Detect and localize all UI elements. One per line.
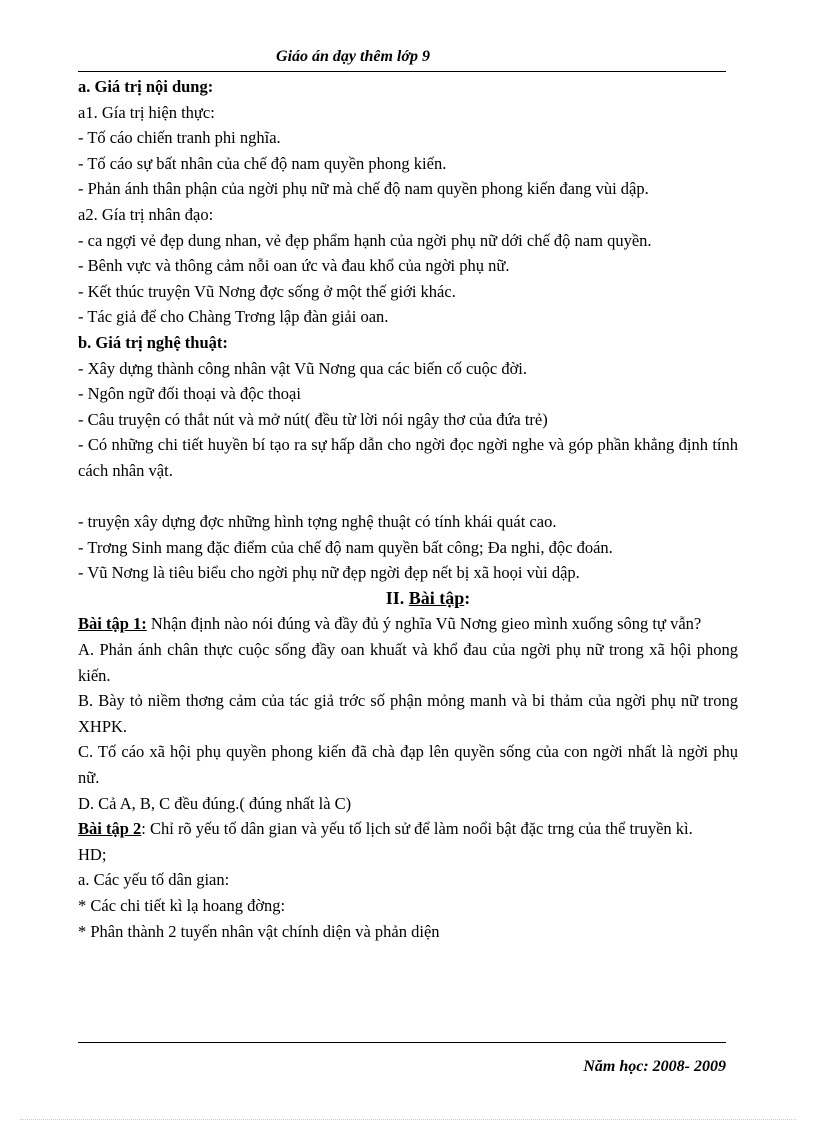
- a2-item: - Tác giả để cho Chàng Trơng lập đàn giải oan.: [78, 307, 389, 327]
- header-rule: [78, 71, 726, 72]
- page-edge: [20, 1119, 796, 1120]
- exercise-1-label: Bài tập 1:: [78, 614, 147, 634]
- a1-item: - Tố cáo sự bất nhân của chế độ nam quyền phong kiến.: [78, 153, 447, 173]
- exercise-2-line: * Các chi tiết kì lạ hoang đờng:: [78, 896, 286, 915]
- footer-rule: [78, 1042, 726, 1043]
- section-ii-title: Bài tập: [408, 587, 465, 608]
- a2-title: a2. Gía trị nhân đạo:: [78, 204, 214, 224]
- header-title: Giáo án dạy thêm lớp 9: [276, 48, 430, 65]
- section-ii-heading: [78, 586, 738, 612]
- exercise-1-question: Nhận định nào nói đúng và đầy đủ ý nghĩa Vũ Nơng gieo mình xuống sông tự vẫn?: [146, 614, 702, 634]
- exercise-1-option: D. Cả A, B, C đều đúng.( đúng nhất là C): [78, 793, 352, 813]
- exercise-1: [78, 611, 738, 637]
- section-ii-roman: II.: [385, 587, 405, 608]
- exercise-1-option: C. Tố cáo xã hội phụ quyền phong kiến đã chà đạp lên quyền sống của con ngời nhất là ngời phụ nữ.: [78, 742, 738, 788]
- exercise-1-option: B. Bày tỏ niềm thơng cảm của tác giả trớc số phận mỏng manh và bi thảm của ngời phụ nữ trong XHPK.: [78, 691, 738, 736]
- a2-item: - Bênh vực và thông cảm nỗi oan ức và đau khổ của ngời phụ nữ.: [78, 256, 510, 276]
- a1-title: a1. Gía trị hiện thực:: [78, 102, 215, 122]
- b-item: - Vũ Nơng là tiêu biểu cho ngời phụ nữ đẹp ngời đẹp nết bị xã hoọi vùi dập.: [78, 563, 580, 583]
- b-item: - Có những chi tiết huyền bí tạo ra sự hấp dẫn cho ngời đọc ngời nghe và góp phần khẳng định tính cách nhân vật.: [78, 435, 738, 480]
- section-b-heading: b. Giá trị nghệ thuật:: [78, 332, 228, 352]
- a2-item: - ca ngợi vẻ đẹp dung nhan, vẻ đẹp phẩm hạnh của ngời phụ nữ dới chế độ nam quyền.: [78, 230, 652, 250]
- b-item: - Ngôn ngữ đối thoại và độc thoại: [78, 384, 301, 404]
- b-item: - Câu truyện có thắt nút và mở nút( đều từ lời nói ngây thơ của đứa trẻ): [78, 409, 548, 429]
- footer-year: Năm học: 2008- 2009: [583, 1058, 726, 1075]
- exercise-2-question: : Chỉ rõ yếu tố dân gian và yếu tố lịch sử để làm noổi bật đặc trng của thể truyền kì.: [141, 819, 693, 839]
- a1-item: - Tố cáo chiến tranh phi nghĩa.: [78, 128, 281, 148]
- b-item: - Xây dựng thành công nhân vật Vũ Nơng qua các biến cố cuộc đời.: [78, 358, 528, 378]
- section-ii-colon: :: [464, 587, 471, 608]
- a1-item: - Phản ánh thân phận của ngời phụ nữ mà chế độ nam quyền phong kiến đang vùi dập.: [78, 179, 649, 199]
- a2-item: - Kết thúc truyện Vũ Nơng đợc sống ở một thế giới khác.: [78, 281, 456, 301]
- b-item: - truyện xây dựng đợc những hình tợng nghệ thuật có tính khái quát cao.: [78, 512, 557, 532]
- blank-line: [78, 484, 738, 510]
- exercise-2-line: a. Các yếu tố dân gian:: [78, 870, 230, 890]
- document-body: [78, 74, 738, 944]
- section-a-heading: a. Giá trị nội dung:: [78, 77, 214, 96]
- exercise-2: [78, 816, 738, 842]
- exercise-2-label: Bài tập 2: [78, 819, 142, 839]
- exercise-2-line: * Phân thành 2 tuyến nhân vật chính diện và phản diện: [78, 921, 440, 941]
- exercise-1-option: A. Phản ánh chân thực cuộc sống đầy oan khuất và khổ đau của ngời phụ nữ trong xã hội phong kiến.: [78, 640, 738, 685]
- b-item: - Trơng Sinh mang đặc điểm của chế độ nam quyền bất công; Đa nghi, độc đoán.: [78, 537, 613, 557]
- exercise-2-line: HD;: [78, 844, 107, 864]
